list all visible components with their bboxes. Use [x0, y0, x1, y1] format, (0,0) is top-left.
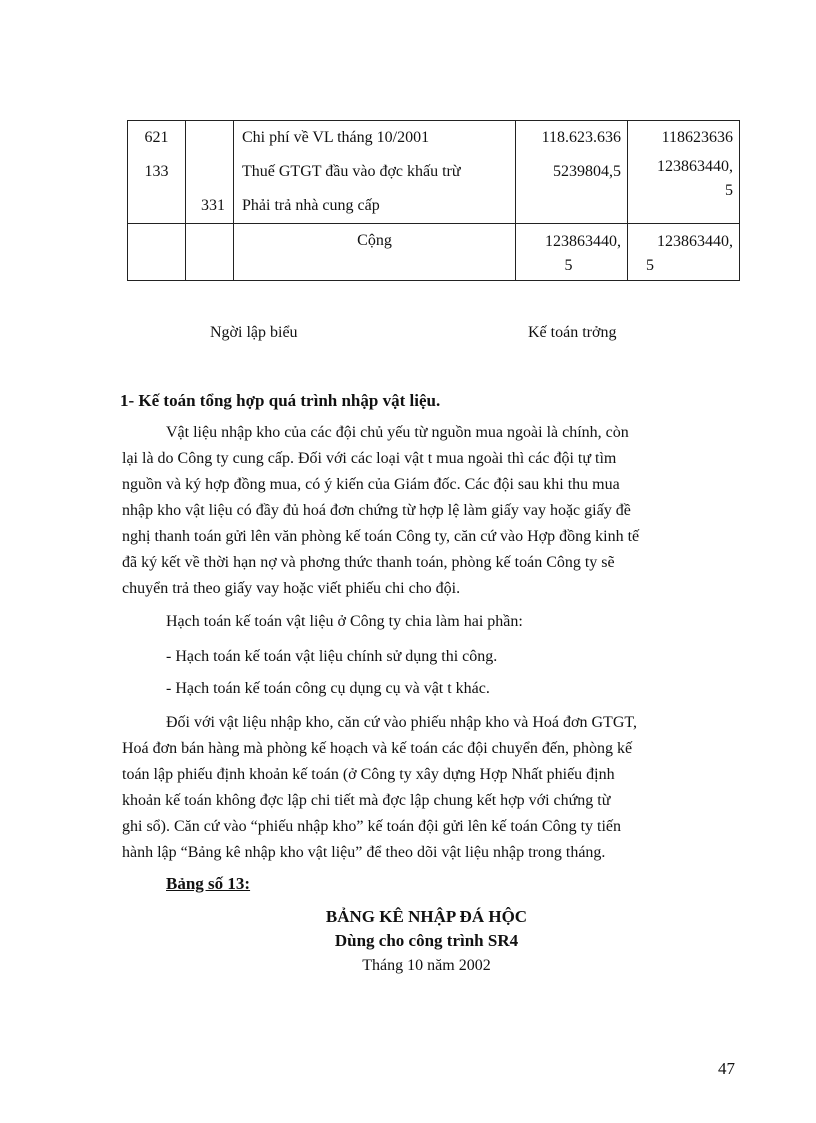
table-label: Bảng số 13: — [166, 874, 251, 893]
paragraph-line: Đối với vật liệu nhập kho, căn cứ vào phiếu nhập kho và Hoá đơn GTGT, — [166, 714, 637, 731]
credit-account: 331 — [201, 197, 225, 214]
paragraph-line: khoản kế toán không đợc lập chi tiết mà đợc lập chung kết hợp với chứng từ — [122, 792, 611, 809]
page-number: 47 — [718, 1059, 735, 1078]
amount-value: 5239804,5 — [553, 163, 621, 180]
paragraph-2: Hạch toán kế toán vật liệu ở Công ty chia làm hai phần: — [166, 613, 523, 630]
credit-account — [186, 121, 225, 155]
amount-value: 123863440, — [657, 158, 733, 175]
total-debit-cell — [516, 224, 628, 281]
paragraph-line: nhập kho vật liệu có đầy đủ hoá đơn chứng từ hợp lệ làm giấy vay hoặc giấy đề — [122, 502, 631, 519]
debit-amount-cell — [516, 121, 628, 224]
paragraph-line: Vật liệu nhập kho của các đội chủ yếu từ nguồn mua ngoài là chính, còn — [166, 424, 629, 441]
debit-account: 133 — [144, 163, 169, 180]
section-heading: 1- Kế toán tổng hợp quá trình nhập vật liệu. — [120, 391, 441, 410]
signature-preparer: Ngời lập biểu — [210, 324, 298, 341]
credit-accounts-cell — [186, 121, 234, 224]
empty-cell — [128, 224, 186, 281]
paragraph-line: lại là do Công ty cung cấp. Đối với các loại vật t mua ngoài thì các đội tự tìm — [122, 450, 617, 467]
debit-account — [128, 189, 185, 223]
document-period: Tháng 10 năm 2002 — [362, 957, 491, 974]
paragraph-line: chuyển trả theo giấy vay hoặc viết phiếu chi cho đội. — [122, 580, 461, 597]
entry-description: Chi phí về VL tháng 10/2001 — [242, 129, 430, 146]
amount-value — [516, 189, 621, 223]
amount-value: 118623636 — [661, 129, 733, 146]
amount-value: 118.623.636 — [541, 129, 621, 146]
paragraph-line: toán lập phiếu định khoản kế toán (ở Công ty xây dựng Hợp Nhất phiếu định — [122, 766, 615, 783]
signature-chief-accountant: Kế toán trởng — [528, 324, 617, 341]
total-label: Cộng — [357, 232, 392, 249]
document-title: BẢNG KÊ NHẬP ĐÁ HỘC — [325, 907, 528, 926]
paragraph-line: ghi sổ). Căn cứ vào “phiếu nhập kho” kế toán đội gửi lên kế toán Công ty tiến — [122, 818, 622, 835]
description-cell — [234, 121, 516, 224]
entry-description: Phải trả nhà cung cấp — [242, 197, 380, 214]
credit-account — [186, 155, 225, 189]
debit-account: 621 — [144, 129, 169, 146]
paragraph-line: nguồn và ký hợp đồng mua, có ý kiến của Giám đốc. Các đội sau khi thu mua — [122, 476, 620, 493]
amount-value: 5 — [725, 182, 733, 199]
total-value: 5 — [646, 257, 654, 274]
total-value: 123863440, — [545, 233, 621, 250]
entry-description: Thuế GTGT đầu vào đợc khấu trừ — [242, 163, 461, 180]
bullet-item: - Hạch toán kế toán vật liệu chính sử dụng thi công. — [166, 648, 498, 665]
total-label-cell — [234, 224, 516, 281]
bullet-item: - Hạch toán kế toán công cụ dụng cụ và vật t khác. — [166, 680, 490, 697]
journal-table — [127, 120, 740, 281]
total-credit-cell — [628, 224, 740, 281]
paragraph-line: nghị thanh toán gửi lên văn phòng kế toán Công ty, căn cứ vào Hợp đồng kinh tế — [122, 528, 640, 545]
credit-amount-cell — [628, 121, 740, 224]
table-row-total — [128, 224, 740, 281]
total-value: 5 — [564, 257, 573, 274]
paragraph-line: Hoá đơn bán hàng mà phòng kế hoạch và kế toán các đội chuyển đến, phòng kế — [122, 740, 633, 757]
empty-cell — [186, 224, 234, 281]
debit-accounts-cell — [128, 121, 186, 224]
paragraph-line: đã ký kết về thời hạn nợ và phơng thức thanh toán, phòng kế toán Công ty sẽ — [122, 554, 615, 571]
paragraph-line: hành lập “Bảng kê nhập kho vật liệu” để theo dõi vật liệu nhập trong tháng. — [122, 844, 606, 861]
total-value: 123863440, — [657, 233, 733, 250]
table-row — [128, 121, 740, 224]
document-subtitle: Dùng cho công trình SR4 — [334, 931, 519, 950]
